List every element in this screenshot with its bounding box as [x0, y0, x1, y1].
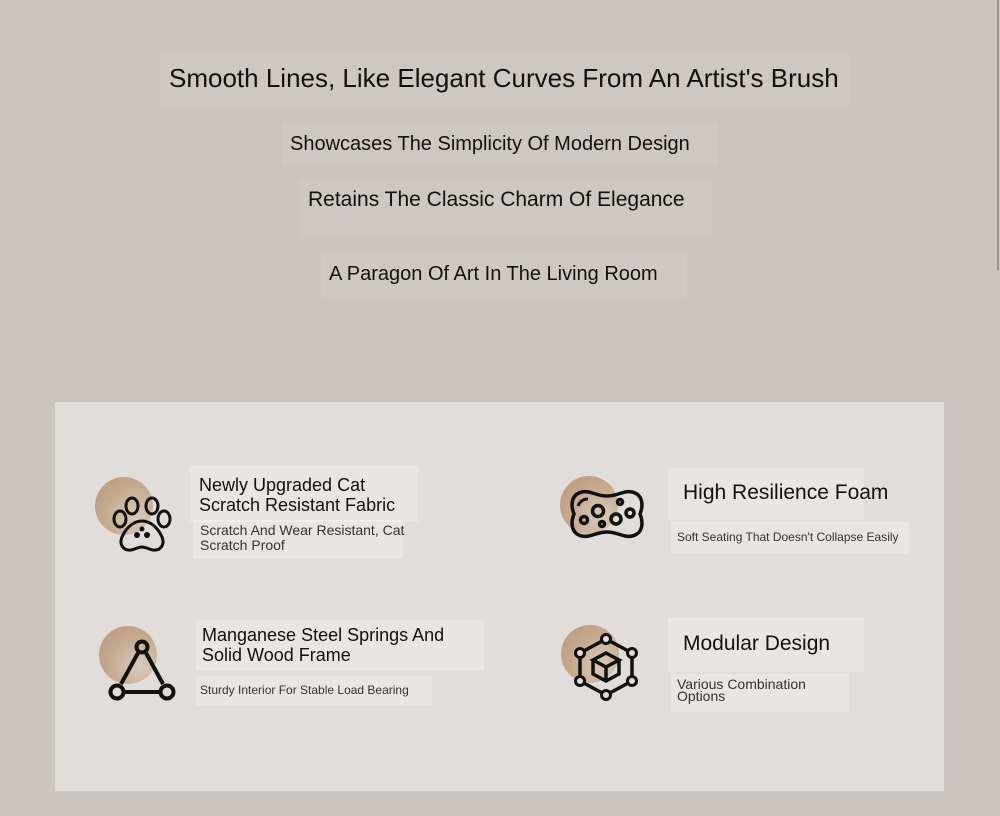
feature-title: Modular Design — [683, 632, 831, 655]
edge-line — [997, 0, 999, 270]
main-heading: Smooth Lines, Like Elegant Curves From An Artist's Brush — [169, 63, 839, 93]
modular-cube-icon — [561, 625, 651, 715]
sponge-icon — [560, 476, 650, 566]
paw-icon — [95, 477, 185, 567]
feature-subtitle: Various Combination Options — [677, 676, 806, 704]
feature-subtitle: Soft Seating That Doesn't Collapse Easily — [677, 530, 899, 544]
features-panel — [55, 402, 944, 791]
subheading-modern-design: Showcases The Simplicity Of Modern Design — [290, 133, 690, 155]
triangle-frame-icon — [99, 626, 189, 716]
feature-title: Manganese Steel Springs And Solid Wood Frame — [202, 625, 445, 665]
feature-subtitle: Scratch And Wear Resistant, Cat Scratch Proof — [200, 522, 405, 553]
feature-subtitle: Sturdy Interior For Stable Load Bearing — [200, 683, 409, 697]
subheading-paragon-of-art: A Paragon Of Art In The Living Room — [329, 263, 658, 285]
feature-title: High Resilience Foam — [683, 481, 889, 504]
subheading-classic-charm: Retains The Classic Charm Of Elegance — [308, 188, 685, 211]
feature-title: Newly Upgraded Cat Scratch Resistant Fabric — [199, 475, 396, 515]
